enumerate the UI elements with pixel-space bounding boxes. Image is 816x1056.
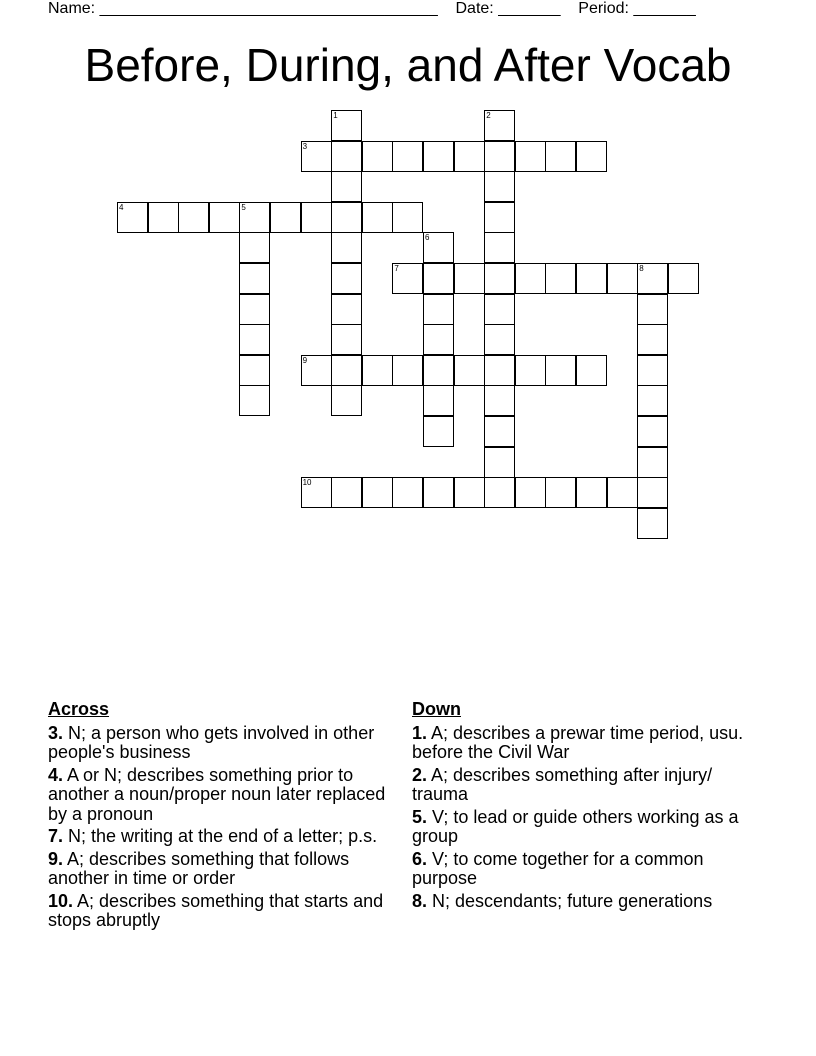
crossword-cell[interactable] bbox=[545, 477, 576, 508]
crossword-cell[interactable] bbox=[392, 141, 423, 172]
crossword-cell[interactable] bbox=[423, 294, 454, 325]
crossword-cell[interactable] bbox=[331, 171, 362, 202]
crossword-cell[interactable] bbox=[484, 110, 515, 141]
crossword-cell[interactable] bbox=[454, 355, 485, 386]
crossword-cell[interactable] bbox=[423, 324, 454, 355]
crossword-cell[interactable] bbox=[515, 263, 546, 294]
crossword-cell[interactable] bbox=[637, 477, 668, 508]
crossword-cell[interactable] bbox=[515, 355, 546, 386]
clue-text: A; describes a prewar time period, usu. before the Civil War bbox=[412, 722, 744, 762]
crossword-cell[interactable] bbox=[117, 202, 148, 233]
clue-number: 4 bbox=[119, 202, 124, 212]
down-clue bbox=[412, 850, 762, 889]
crossword-cell[interactable] bbox=[239, 324, 270, 355]
crossword-cell[interactable] bbox=[331, 263, 362, 294]
crossword-cell[interactable] bbox=[607, 263, 638, 294]
crossword-cell[interactable] bbox=[423, 232, 454, 263]
crossword-cell[interactable] bbox=[637, 324, 668, 355]
down-list bbox=[412, 724, 762, 912]
clue-number: 6. bbox=[412, 848, 428, 869]
clue-number: 7. bbox=[48, 826, 64, 846]
clue-number: 5 bbox=[241, 202, 246, 212]
crossword-cell[interactable] bbox=[362, 355, 393, 386]
down-clue bbox=[412, 724, 762, 763]
down-clues bbox=[412, 700, 762, 914]
crossword-cell[interactable] bbox=[301, 477, 332, 508]
clue-text: N; descendants; future generations bbox=[427, 890, 713, 911]
crossword-cell[interactable] bbox=[392, 263, 423, 294]
crossword-cell[interactable] bbox=[423, 416, 454, 447]
date-label: Date: bbox=[455, 0, 494, 17]
crossword-cell[interactable] bbox=[423, 141, 454, 172]
clue-text: A; describes something after injury/ trauma bbox=[412, 764, 713, 804]
down-heading: Down bbox=[412, 699, 461, 719]
crossword-cell[interactable] bbox=[362, 202, 393, 233]
crossword-cell[interactable] bbox=[423, 355, 454, 386]
crossword-cell[interactable] bbox=[392, 355, 423, 386]
clue-number: 7 bbox=[394, 264, 399, 273]
date-field[interactable]: _______ bbox=[498, 0, 561, 17]
crossword-cell[interactable] bbox=[668, 263, 699, 294]
crossword-cell[interactable] bbox=[301, 141, 332, 172]
clue-text: V; to lead or guide others working as a group bbox=[412, 806, 739, 846]
crossword-cell[interactable] bbox=[331, 477, 362, 508]
crossword-cell[interactable] bbox=[484, 355, 515, 386]
crossword-cell[interactable] bbox=[239, 263, 270, 294]
crossword-cell[interactable] bbox=[545, 263, 576, 294]
clue-number: 8. bbox=[412, 890, 428, 911]
crossword-cell[interactable] bbox=[362, 141, 393, 172]
crossword-cell[interactable] bbox=[484, 324, 515, 355]
across-list bbox=[48, 724, 398, 931]
clue-text: A or N; describes something prior to another a noun/proper noun later replaced by a pronoun bbox=[48, 764, 386, 824]
crossword-cell[interactable] bbox=[576, 355, 607, 386]
clue-number: 10 bbox=[302, 478, 312, 488]
crossword-cell[interactable] bbox=[423, 263, 454, 294]
clue-text: N; a person who gets involved in other people's business bbox=[48, 722, 375, 762]
page-title: Before, During, and After Vocab bbox=[84, 39, 732, 91]
down-clue bbox=[412, 766, 762, 805]
crossword-cell[interactable] bbox=[178, 202, 209, 233]
crossword-cell[interactable] bbox=[392, 202, 423, 233]
crossword-cell[interactable] bbox=[331, 141, 362, 172]
crossword-cell[interactable] bbox=[301, 202, 332, 233]
crossword-cell[interactable] bbox=[637, 508, 668, 539]
clue-number: 5. bbox=[412, 806, 428, 827]
crossword-cell[interactable] bbox=[454, 141, 485, 172]
period-label: Period: bbox=[578, 0, 629, 17]
crossword-cell[interactable] bbox=[515, 477, 546, 508]
clue-number: 9 bbox=[302, 355, 308, 365]
crossword-cell[interactable] bbox=[545, 355, 576, 386]
name-label: Name: bbox=[48, 0, 96, 17]
clue-number: 4. bbox=[48, 764, 64, 785]
crossword-cell[interactable] bbox=[423, 385, 454, 416]
crossword-cell[interactable] bbox=[239, 294, 270, 325]
clue-number: 3. bbox=[48, 722, 64, 743]
crossword-cell[interactable] bbox=[331, 324, 362, 355]
crossword-cell[interactable] bbox=[637, 416, 668, 447]
crossword-cell[interactable] bbox=[270, 202, 301, 233]
crossword-cell[interactable] bbox=[239, 232, 270, 263]
crossword-cell[interactable] bbox=[362, 477, 393, 508]
crossword-cell[interactable] bbox=[637, 447, 668, 478]
crossword-cell[interactable] bbox=[484, 416, 515, 447]
down-clue bbox=[412, 892, 762, 912]
clue-text: A; describes something that starts and stops abruptly bbox=[48, 890, 384, 930]
crossword-cell[interactable] bbox=[331, 294, 362, 325]
crossword-cell[interactable] bbox=[484, 202, 515, 233]
crossword-cell[interactable] bbox=[148, 202, 179, 233]
clue-text: N; the writing at the end of a letter; p.s. bbox=[63, 826, 378, 846]
across-clue bbox=[48, 850, 398, 889]
crossword-cell[interactable] bbox=[484, 294, 515, 325]
crossword-cell[interactable] bbox=[301, 355, 332, 386]
crossword-cell[interactable] bbox=[239, 385, 270, 416]
crossword-cell[interactable] bbox=[576, 141, 607, 172]
crossword-cell[interactable] bbox=[331, 202, 362, 233]
crossword-cell[interactable] bbox=[576, 263, 607, 294]
clue-number: 1. bbox=[412, 722, 428, 743]
across-clues bbox=[48, 700, 398, 934]
crossword-cell[interactable] bbox=[637, 294, 668, 325]
crossword-cell[interactable] bbox=[392, 477, 423, 508]
crossword-cell[interactable] bbox=[484, 385, 515, 416]
crossword-cell[interactable] bbox=[607, 477, 638, 508]
crossword-cell[interactable] bbox=[454, 263, 485, 294]
across-heading: Across bbox=[48, 699, 110, 719]
down-clue bbox=[412, 808, 762, 847]
crossword-cell[interactable] bbox=[515, 141, 546, 172]
across-clue bbox=[48, 766, 398, 825]
crossword-cell[interactable] bbox=[209, 202, 240, 233]
clue-number: 6 bbox=[425, 233, 430, 243]
across-clue bbox=[48, 724, 398, 763]
clue-number: 2 bbox=[486, 111, 491, 120]
crossword-cell[interactable] bbox=[331, 110, 362, 141]
across-clue bbox=[48, 827, 398, 847]
crossword-cell[interactable] bbox=[576, 477, 607, 508]
clue-number: 10. bbox=[48, 890, 74, 911]
crossword-cell[interactable] bbox=[637, 385, 668, 416]
crossword-cell[interactable] bbox=[454, 477, 485, 508]
clue-text: V; to come together for a common purpose bbox=[412, 848, 704, 888]
crossword-cell[interactable] bbox=[545, 141, 576, 172]
clue-number: 2. bbox=[412, 764, 428, 785]
crossword-cell[interactable] bbox=[239, 202, 270, 233]
clue-number: 3 bbox=[302, 141, 308, 151]
crossword-cell[interactable] bbox=[331, 232, 362, 263]
crossword-cell[interactable] bbox=[637, 355, 668, 386]
name-field[interactable]: ______________________________________ bbox=[99, 0, 438, 17]
across-clue bbox=[48, 892, 398, 931]
crossword-cell[interactable] bbox=[423, 477, 454, 508]
clue-number: 8 bbox=[639, 264, 644, 273]
crossword-cell[interactable] bbox=[484, 171, 515, 202]
crossword-cell[interactable] bbox=[484, 477, 515, 508]
period-field[interactable]: _______ bbox=[633, 0, 696, 17]
crossword-cell[interactable] bbox=[239, 355, 270, 386]
clue-number: 9. bbox=[48, 848, 64, 869]
crossword-cell[interactable] bbox=[484, 447, 515, 478]
crossword-cell[interactable] bbox=[484, 141, 515, 172]
clue-text: A; describes something that follows another in time or order bbox=[48, 848, 350, 888]
crossword-cell[interactable] bbox=[484, 232, 515, 263]
crossword-cell[interactable] bbox=[637, 263, 668, 294]
crossword-cell[interactable] bbox=[331, 385, 362, 416]
clue-number: 1 bbox=[333, 111, 338, 120]
crossword-cell[interactable] bbox=[331, 355, 362, 386]
crossword-cell[interactable] bbox=[484, 263, 515, 294]
